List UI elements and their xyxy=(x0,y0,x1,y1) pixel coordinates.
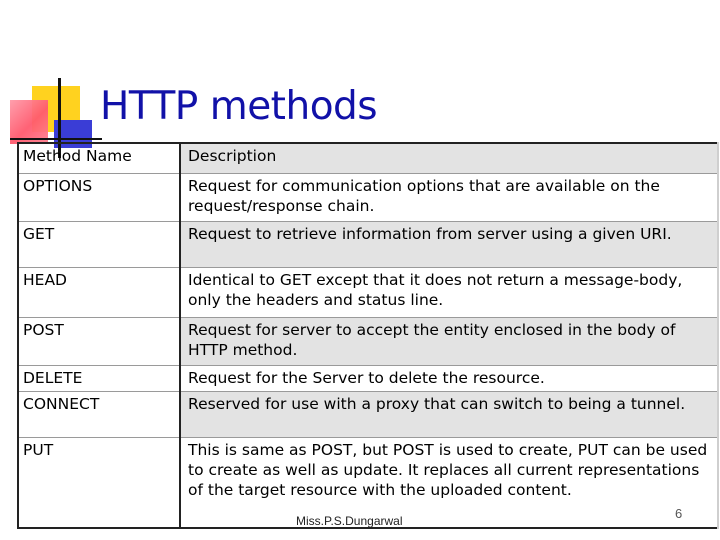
logo-horizontal-line xyxy=(10,138,102,140)
method-name: HEAD xyxy=(18,267,180,317)
method-description: Request to retrieve information from server using a given URI. xyxy=(180,221,718,267)
table-row xyxy=(18,365,718,391)
table-row xyxy=(18,391,718,437)
header-method-name: Method Name xyxy=(18,143,180,173)
http-methods-table xyxy=(17,142,719,529)
method-description: This is same as POST, but POST is used to create, PUT can be used to create as well as update. It replaces all current representations of the target resource with the uploaded content. xyxy=(180,437,718,528)
method-name: OPTIONS xyxy=(18,173,180,221)
table-row xyxy=(18,221,718,267)
method-name: GET xyxy=(18,221,180,267)
header-description: Description xyxy=(180,143,718,173)
method-description: Request for server to accept the entity enclosed in the body of HTTP method. xyxy=(180,317,718,365)
table-header-row xyxy=(18,143,718,173)
method-description: Reserved for use with a proxy that can switch to being a tunnel. xyxy=(180,391,718,437)
method-description: Request for communication options that are available on the request/response chain. xyxy=(180,173,718,221)
method-name: PUT xyxy=(18,437,180,528)
method-description: Request for the Server to delete the resource. xyxy=(180,365,718,391)
method-name: CONNECT xyxy=(18,391,180,437)
table-row xyxy=(18,173,718,221)
method-description: Identical to GET except that it does not return a message-body, only the headers and status line. xyxy=(180,267,718,317)
footer-author: Miss.P.S.Dungarwal xyxy=(296,514,403,528)
table-row xyxy=(18,317,718,365)
table-row xyxy=(18,267,718,317)
slide-title: HTTP methods xyxy=(100,84,378,129)
method-name: POST xyxy=(18,317,180,365)
page-number: 6 xyxy=(675,506,683,521)
method-name: DELETE xyxy=(18,365,180,391)
